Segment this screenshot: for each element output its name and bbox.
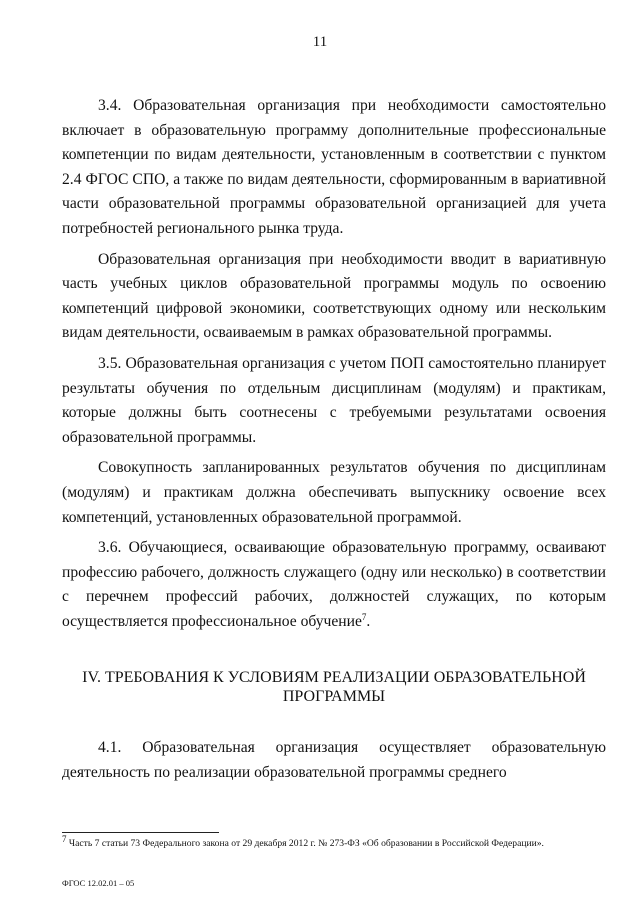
paragraph-learning-outcomes: Совокупность запланированных результатов обучения по дисциплинам (модулям) и практикам должна обеспечивать выпускнику освоение всех компетенций, установленных образовательной программой. (62, 459, 606, 526)
footnote-marker: 7 (62, 833, 67, 844)
paragraph-digital-economy: Образовательная организация при необходимости вводит в вариативную часть учебных циклов образовательной программы модуль по освоению компетенций цифровой экономики, соответствующих одному или нескольким видам деятельности, осваиваемым в рамках образовательной программы. (62, 250, 606, 342)
page-number: 11 (312, 34, 328, 50)
footer-document-code: ФГОС 12.02.01 – 05 (62, 878, 135, 888)
section-heading-line-2: ПРОГРАММЫ (282, 688, 386, 706)
section-heading-line-1: IV. ТРЕБОВАНИЯ К УСЛОВИЯМ РЕАЛИЗАЦИИ ОБРАЗОВАТЕЛЬНОЙ (82, 669, 586, 687)
paragraph-3-6-text: 3.6. Обучающиеся, осваивающие образовательную программу, осваивают профессию рабочего, должность служащего (одну или несколько) в соответствии с перечнем профессий рабочих, должностей служащих, по которым осуществляется профессиональное обучение (62, 539, 606, 630)
document-body (62, 94, 606, 792)
paragraph-3-4: 3.4. Образовательная организация при необходимости самостоятельно включает в образовательную программу дополнительные профессиональные компетенции по видам деятельности, установленным в соответствии с пунктом 2.4 ФГОС СПО, а также по видам деятельности, сформированным в вариативной части образовательной программы образовательной организацией для учета потребностей регионального рынка труда. (62, 97, 606, 237)
footnote-text: Часть 7 статьи 73 Федерального закона от 29 декабря 2012 г. № 273-ФЗ «Об образовании в Российской Федерации». (68, 838, 544, 849)
section-heading (62, 668, 606, 706)
footnote-reference[interactable]: 7 (361, 611, 367, 622)
paragraph-3-6: 3.6. Обучающиеся, осваивающие образовательную программу, осваивают профессию рабочего, должность служащего (одну или несколько) в соответствии с перечнем профессий рабочих, должностей служащих, по которым осуществляется профессиональное обучение$^7$. (62, 539, 606, 630)
paragraph-4-1: 4.1. Образовательная организация осуществляет образовательную деятельность по реализации образовательной программы среднего (62, 739, 606, 782)
footnote (62, 833, 612, 850)
footnote-divider (62, 832, 219, 833)
paragraph-3-5: 3.5. Образовательная организация с учетом ПОП самостоятельно планирует результаты обучения по отдельным дисциплинам (модулям) и практикам, которые должны быть соотнесены с требуемыми результатами освоения образовательной программы. (62, 354, 606, 446)
